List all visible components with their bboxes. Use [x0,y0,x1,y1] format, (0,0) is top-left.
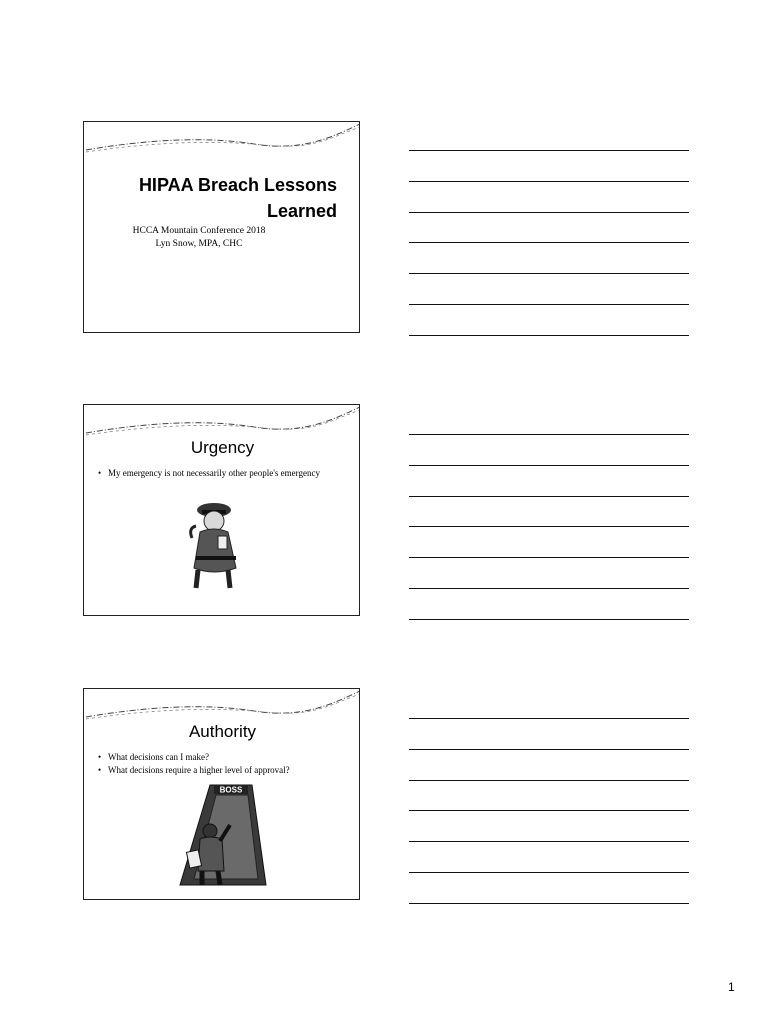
bullet-list [98,467,348,480]
note-line [409,242,689,243]
door-sign: BOSS [219,785,243,795]
note-line [409,496,689,497]
note-line [409,465,689,466]
note-line [409,903,689,904]
note-line [409,841,689,842]
note-line [409,718,689,719]
bullet-item: • My emergency is not necessarily other people's emergency [98,467,348,480]
slide-title: Urgency [190,438,255,457]
note-line [409,557,689,558]
note-line [409,810,689,811]
slide-3 [83,688,360,900]
note-line [409,304,689,305]
note-line [409,335,689,336]
slide-1 [83,121,360,333]
police-officer-icon [184,498,254,593]
page-number: 1 [728,980,735,994]
bullet-item: • What decisions require a higher level of approval? [98,764,348,777]
note-line [409,434,689,435]
slide-subtitle-event: HCCA Mountain Conference 2018 [132,226,266,236]
note-line [409,749,689,750]
bullet-item: • What decisions can I make? [98,751,348,764]
slide-title: Authority [188,722,257,741]
boss-door-icon [174,781,270,891]
note-line [409,588,689,589]
note-line [409,526,689,527]
bullet-list [98,751,348,777]
note-line [409,780,689,781]
slide-title: HIPAA Breach Lessons Learned [138,175,337,221]
slide-2 [83,404,360,616]
note-line [409,181,689,182]
note-line [409,872,689,873]
slide-subtitle-author: Lyn Snow, MPA, CHC [155,239,243,249]
note-line [409,273,689,274]
note-line [409,212,689,213]
note-line [409,150,689,151]
note-line [409,619,689,620]
decorative-swoosh [84,122,360,162]
